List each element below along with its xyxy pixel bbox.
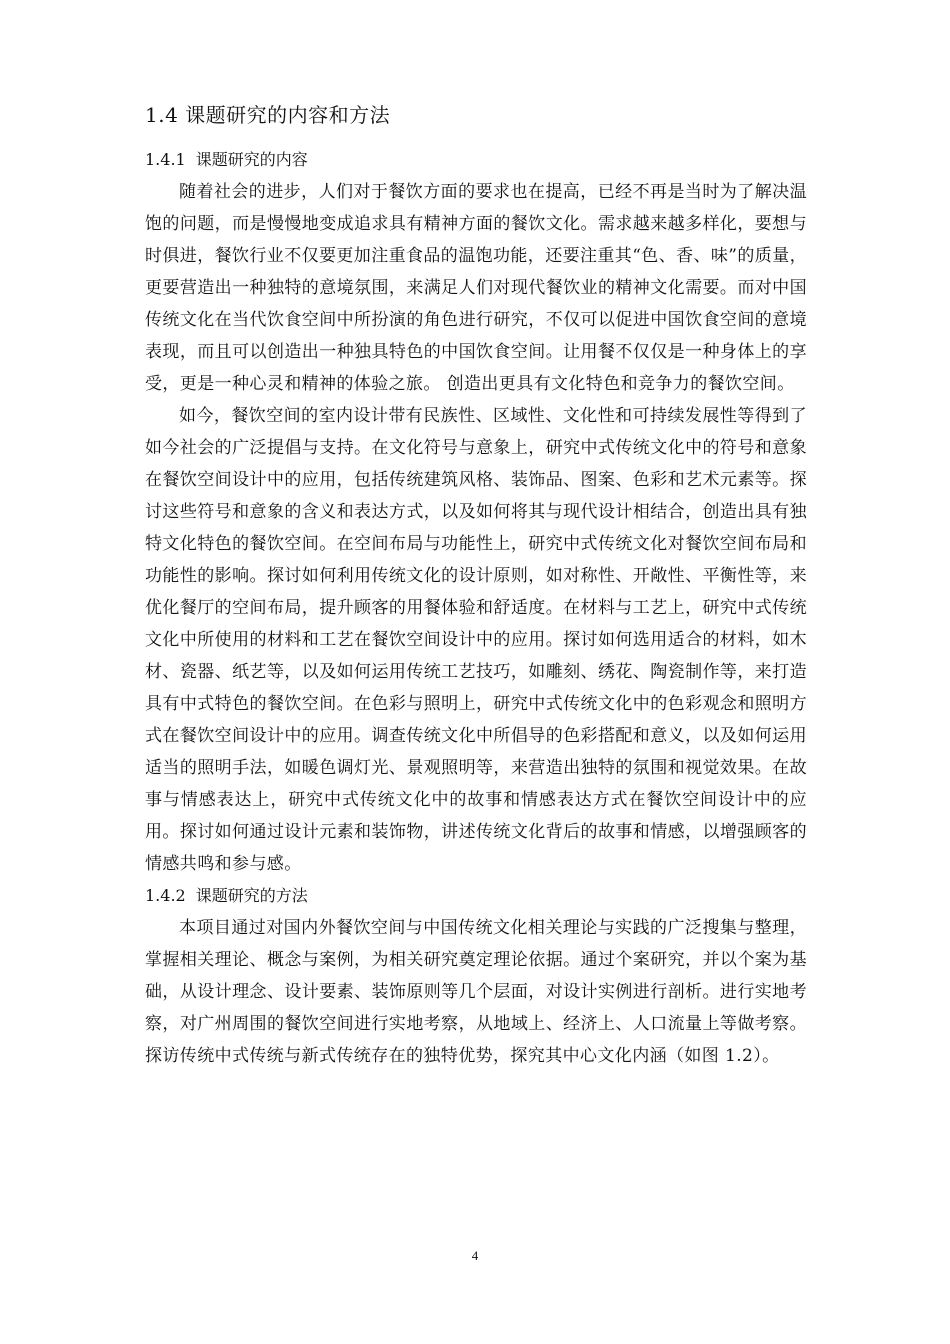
section-number: 1.4 xyxy=(145,103,179,127)
subsection-heading-content xyxy=(145,144,807,176)
section-heading xyxy=(145,100,807,130)
paragraph: 随着社会的进步，人们对于餐饮方面的要求也在提高，已经不再是当时为了解决温饱的问题，而是慢慢地变成追求具有精神方面的餐饮文化。需求越来越多样化，要想与时俱进，餐饮行业不仅要更加注重食品的温饱功能，还要注重其“色、香、味”的质量，更要营造出一种独特的意境氛围，来满足人们对现代餐饮业的精神文化需要。而对中国传统文化在当代饮食空间中所扮演的角色进行研究，不仅可以促进中国饮食空间的意境表现，而且可以创造出一种独具特色的中国饮食空间。让用餐不仅仅是一种身体上的享受，更是一种心灵和精神的体验之旅。 创造出更具有文化特色和竞争力的餐饮空间。 xyxy=(145,182,807,394)
paragraph: 本项目通过对国内外餐饮空间与中国传统文化相关理论与实践的广泛搜集与整理，掌握相关理论、概念与案例，为相关研究奠定理论依据。通过个案研究，并以个案为基础，从设计理念、设计要素、装饰原则等几个层面，对设计实例进行剖析。进行实地考察，对广州周围的餐饮空间进行实地考察，从地域上、经济上、人口流量上等做考察。探访传统中式传统与新式传统存在的独特优势，探究其中心文化内涵（如图 1.2）。 xyxy=(145,918,807,1066)
subsection-heading-method xyxy=(145,880,807,912)
subsection-number: 1.4.1 xyxy=(145,150,186,169)
paragraph: 如今，餐饮空间的室内设计带有民族性、区域性、文化性和可持续发展性等得到了如今社会的广泛提倡与支持。在文化符号与意象上，研究中式传统文化中的符号和意象在餐饮空间设计中的应用，包括传统建筑风格、装饰品、图案、色彩和艺术元素等。探讨这些符号和意象的含义和表达方式，以及如何将其与现代设计相结合，创造出具有独特文化特色的餐饮空间。在空间布局与功能性上，研究中式传统文化对餐饮空间布局和功能性的影响。探讨如何利用传统文化的设计原则，如对称性、开敞性、平衡性等，来优化餐厅的空间布局，提升顾客的用餐体验和舒适度。在材料与工艺上，研究中式传统文化中所使用的材料和工艺在餐饮空间设计中的应用。探讨如何选用适合的材料，如木材、瓷器、纸艺等，以及如何运用传统工艺技巧，如雕刻、绣花、陶瓷制作等，来打造具有中式特色的餐饮空间。在色彩与照明上，研究中式传统文化中的色彩观念和照明方式在餐饮空间设计中的应用。调查传统文化中所倡导的色彩搭配和意义，以及如何运用适当的照明手法，如暖色调灯光、景观照明等，来营造出独特的氛围和视觉效果。在故事与情感表达上，研究中式传统文化中的故事和情感表达方式在餐饮空间设计中的应用。探讨如何通过设计元素和装饰物，讲述传统文化背后的故事和情感，以增强顾客的情感共鸣和参与感。 xyxy=(145,406,807,874)
subsection-number: 1.4.2 xyxy=(145,886,186,905)
subsection-title: 课题研究的内容 xyxy=(195,150,308,169)
page-number: 4 xyxy=(471,1248,479,1263)
subsection-title: 课题研究的方法 xyxy=(195,886,308,905)
section-title: 课题研究的内容和方法 xyxy=(185,103,391,127)
page-body xyxy=(145,100,807,1072)
